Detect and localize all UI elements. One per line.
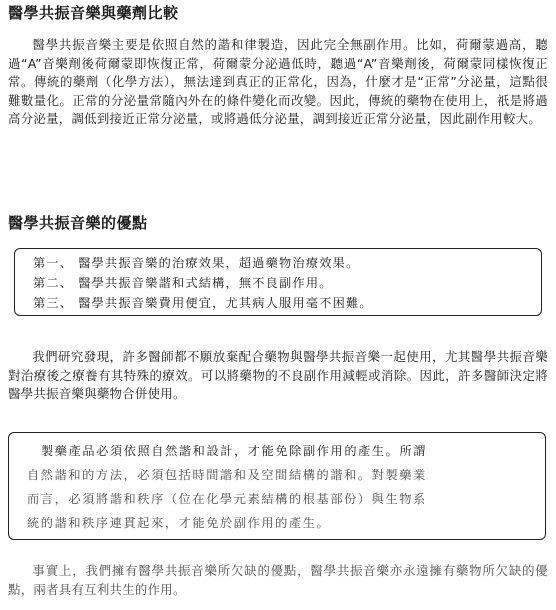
quote-line-4: 統的諧和秩序連貫起來，才能免於副作用的產生。 [27,516,331,530]
advantage-text: 醫學共振音樂費用便宜，尤其病人服用毫不困難。 [78,296,373,310]
research-paragraph [8,348,548,404]
quote-line-2: 自然諧和的方法，必須包括時間諧和及空間結構的諧和。對製藥業 [27,468,427,482]
advantage-text: 醫學共振音樂諧和式結構，無不良副作用。 [78,276,333,290]
advantage-item-1 [33,255,359,271]
advantage-label: 第一、 [33,256,74,270]
closing-paragraph [8,562,548,599]
section-heading-comparison: 醫學共振音樂與藥劑比較 [8,4,179,22]
quote-line-3: 而言，必須將諧和秩序（位在化學元素結構的根基部份）與生物系 [27,492,427,506]
advantage-item-3 [33,295,373,311]
comparison-paragraph-text: 醫學共振音樂主要是依照自然的諧和律製造，因此完全無副作用。比如，荷爾蒙過高，聽過“A”音樂劑後荷爾蒙即恢復正常，荷爾蒙分泌過低時，聽過“A”音樂劑後，荷爾蒙同樣恢復正常。傳統的藥劑（化學方法），無法達到真正的正常化，因為，什麼才是“正常”分泌量，這點很難數量化。正常的分泌量常隨內外在的條件變化而改變。因此，傳統的藥物在使用上，祇是將過高分泌量，調低到接近正常分泌量，或將過低分泌量，調到接近正常分泌量，因此副作用較大。 [8,37,548,127]
advantage-label: 第三、 [33,296,74,310]
advantages-box [14,248,542,316]
closing-paragraph-text: 事實上，我們擁有醫學共振音樂所欠缺的優點，醫學共振音樂亦永遠擁有藥物所欠缺的優點，兩者具有互利共生的作用。 [8,563,548,597]
advantage-text: 醫學共振音樂的治療效果，超過藥物治療效果。 [78,256,360,270]
comparison-paragraph [8,36,548,129]
advantage-item-2 [33,275,333,291]
quote-box [8,432,546,540]
advantage-label: 第二、 [33,276,74,290]
section-heading-advantages: 醫學共振音樂的優點 [8,214,148,232]
research-paragraph-text: 我們研究發現，許多醫師都不願放棄配合藥物與醫學共振音樂一起使用，尤其醫學共振音樂對治療後之療養有其特殊的療效。可以將藥物的不良副作用減輕或消除。因此，許多醫師決定將醫學共振音樂與藥物合併使用。 [8,349,548,402]
quote-line-1: 製藥產品必須依照自然諧和設計，才能免除副作用的產生。所謂 [41,444,428,458]
